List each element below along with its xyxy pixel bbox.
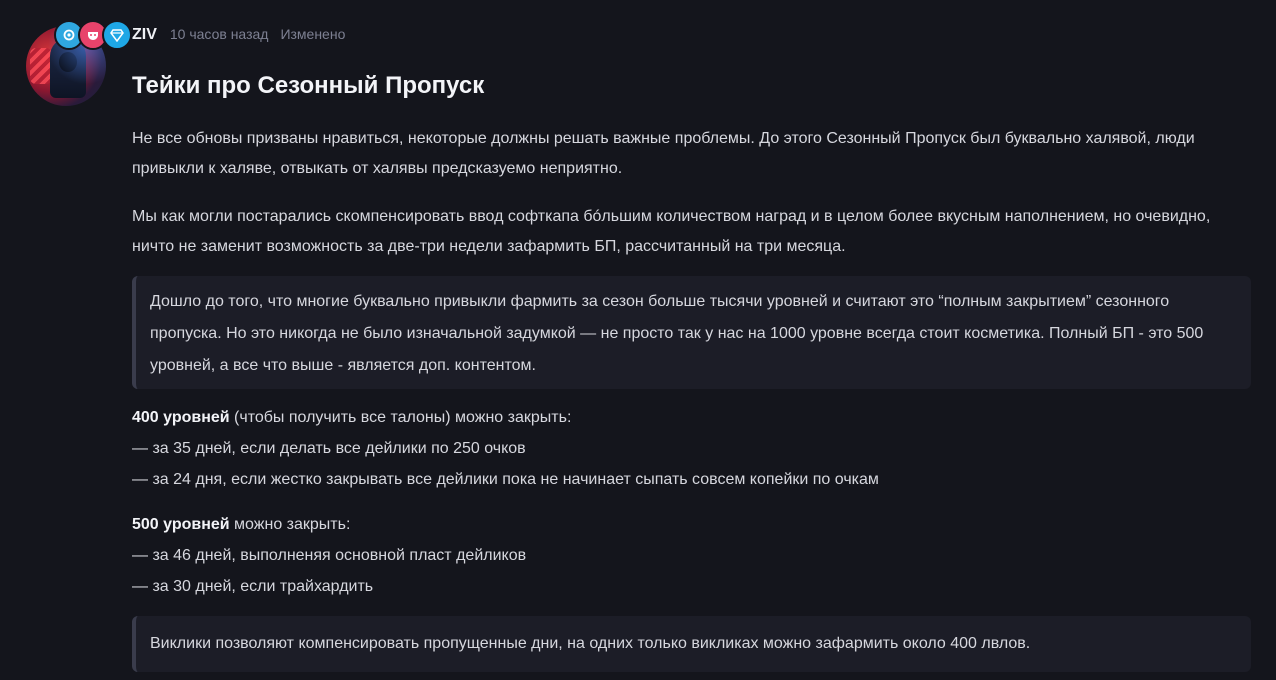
list-item: — за 46 дней, выполненяя основной пласт дейликов <box>132 547 527 564</box>
author-name[interactable]: ZIV <box>132 26 157 43</box>
levels-500-text: можно закрыть: <box>229 516 351 533</box>
levels-500-heading: 500 уровней <box>132 516 230 533</box>
blockquote-2 <box>132 616 1251 672</box>
post-content <box>132 26 1252 652</box>
post-time[interactable]: 10 часов назад <box>169 26 269 42</box>
diamond-icon[interactable] <box>102 20 132 50</box>
list-item: — за 35 дней, если делать все дейлики по 250 очков <box>132 440 526 457</box>
blockquote-1 <box>132 276 1251 389</box>
paragraph-1: Не все обновы призваны нравиться, некоторые должны решать важные проблемы. До этого Сезонный Пропуск был буквально халявой, люди привыкли к халяве, отвыкать от халявы предсказуемо неприятно. <box>132 130 1195 177</box>
blockquote-1-text: Дошло до того, что многие буквально привыкли фармить за сезон больше тысячи уровней и считают это “полным закрытием” сезонного пропуска. Но это никогда не было изначальной задумкой — не просто так у нас на 1000 уровне всегда стоит косметика. Полный БП - это 500 уровней, а все что выше - является доп. контентом. <box>150 293 1204 374</box>
author-avatar[interactable] <box>26 26 108 108</box>
levels-400-text: (чтобы получить все талоны) можно закрыть: <box>229 409 572 426</box>
list-item: — за 30 дней, если трайхардить <box>132 578 374 595</box>
edited-label: Изменено <box>280 26 346 42</box>
blockquote-2-text: Виклики позволяют компенсировать пропущенные дни, на одних только викликах можно зафармить около 400 лвлов. <box>150 635 1031 652</box>
levels-400-heading: 400 уровней <box>132 409 230 426</box>
levels-500-block <box>132 509 1250 602</box>
levels-400-block <box>132 402 1250 495</box>
post-meta <box>132 26 1252 48</box>
list-item: — за 24 дня, если жестко закрывать все дейлики пока не начинает сыпать совсем копейки по очкам <box>132 471 879 488</box>
paragraph-2: Мы как могли постарались скомпенсировать ввод софткапа бóльшим количеством наград и в целом более вкусным наполнением, но очевидно, ничто не заменит возможность за две-три недели зафармить БП, рассчитанный на три месяца. <box>132 208 1211 255</box>
user-badges <box>54 20 132 50</box>
post-title: Тейки про Сезонный Пропуск <box>132 72 485 99</box>
